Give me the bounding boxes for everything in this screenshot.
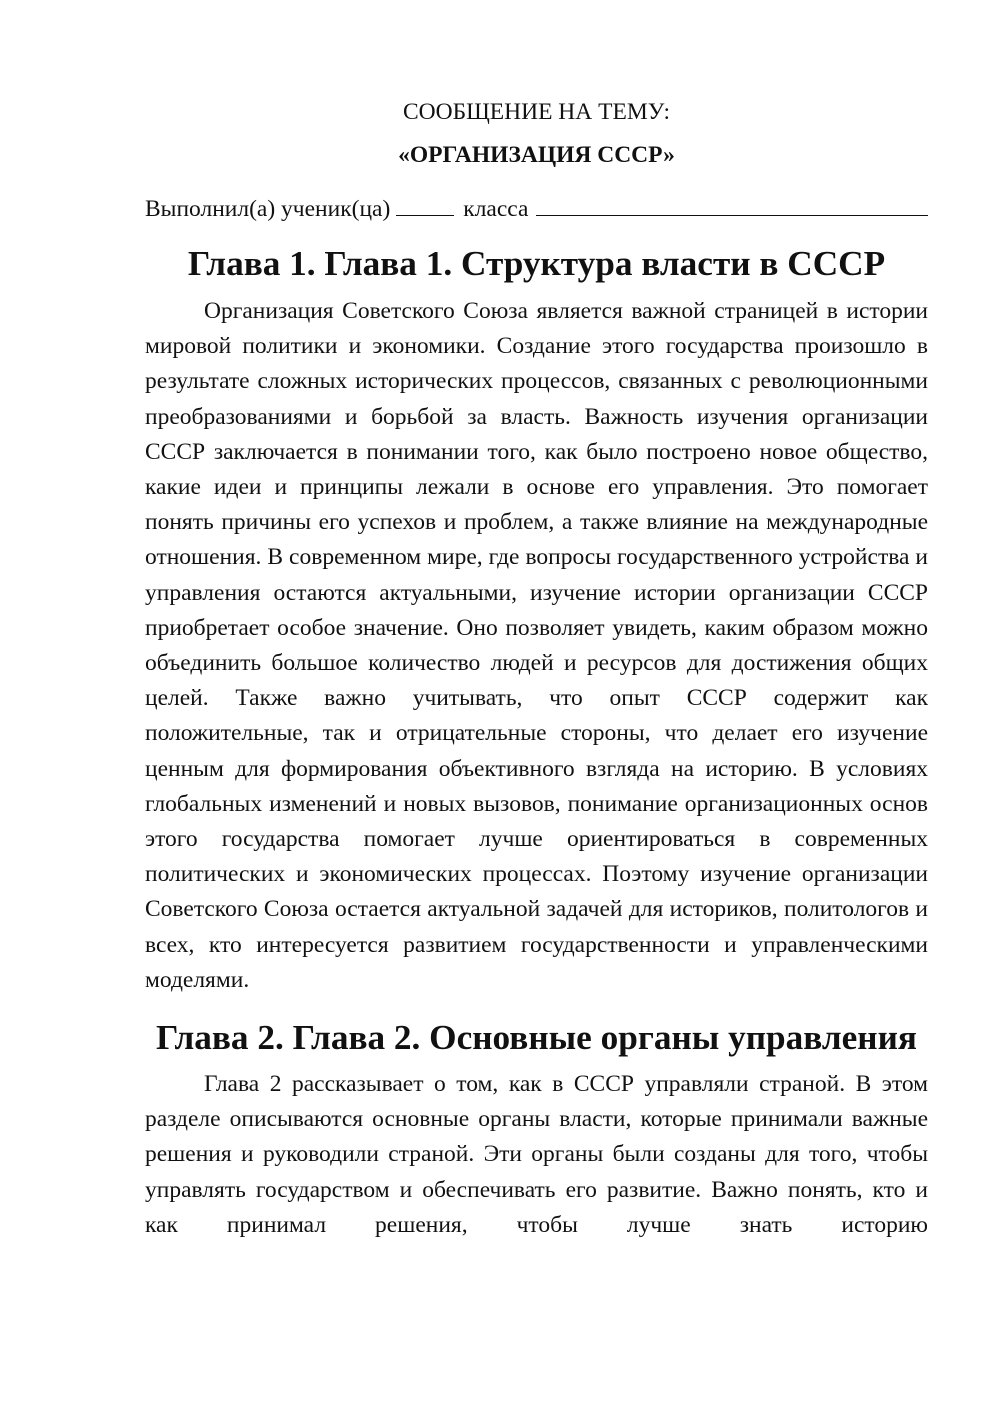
grade-blank — [396, 189, 454, 216]
title-topic-line: СООБЩЕНИЕ НА ТЕМУ: — [402, 99, 671, 125]
chapter-2-paragraph: Глава 2 рассказывает о том, как в СССР управляли страной. В этом разделе описываются основные органы власти, которые принимали важные решения и руководили страной. Эти органы были созданы для того, чтобы управлять государством и обеспечивать его развитие. Важно понять, кто и как принимал решения, чтобы лучше знать историю — [145, 1071, 928, 1238]
chapter-1-paragraph: Организация Советского Союза является важной страницей в истории мировой политики и экономики. Создание этого государства произошло в результате сложных исторических процессов, связанных с революционными преобразованиями и борьбой за власть. Важность изучения организации СССР заключается в понимании того, как было построено новое общество, какие идеи и принципы лежали в основе его управления. Это помогает понять причины его успехов и проблем, а также влияние на международные отношения. В современном мире, где вопросы государственного устройства и управления остаются актуальными, изучение истории организации СССР приобретает особое значение. Оно позволяет увидеть, каким образом можно объединить большое количество людей и ресурсов для достижения общих целей. Также важно учитывать, что опыт СССР содержит как положительные, так и отрицательные стороны, что делает его изучение ценным для формирования объективного взгляда на историю. В условиях глобальных изменений и новых вызовов, понимание организационных основ этого государства помогает лучше ориентироваться в современных политических и экономических процессах. Поэтому изучение организации Советского Союза остается актуальной задачей для историков, политологов и всех, кто интересуется развитием государственности и управленческими моделями. — [145, 298, 928, 993]
class-name-blank — [536, 189, 928, 216]
author-line — [145, 189, 928, 229]
chapter-1-heading: Глава 1. Глава 1. Структура власти в СССР — [187, 244, 886, 283]
author-prefix: Выполнил(а) ученик(ца) — [145, 196, 391, 222]
class-word: класса — [463, 196, 529, 222]
document-title: «ОРГАНИЗАЦИЯ СССР» — [398, 142, 675, 168]
document-page — [145, 92, 928, 1243]
chapter-2-heading: Глава 2. Глава 2. Основные органы управления — [156, 1018, 917, 1058]
